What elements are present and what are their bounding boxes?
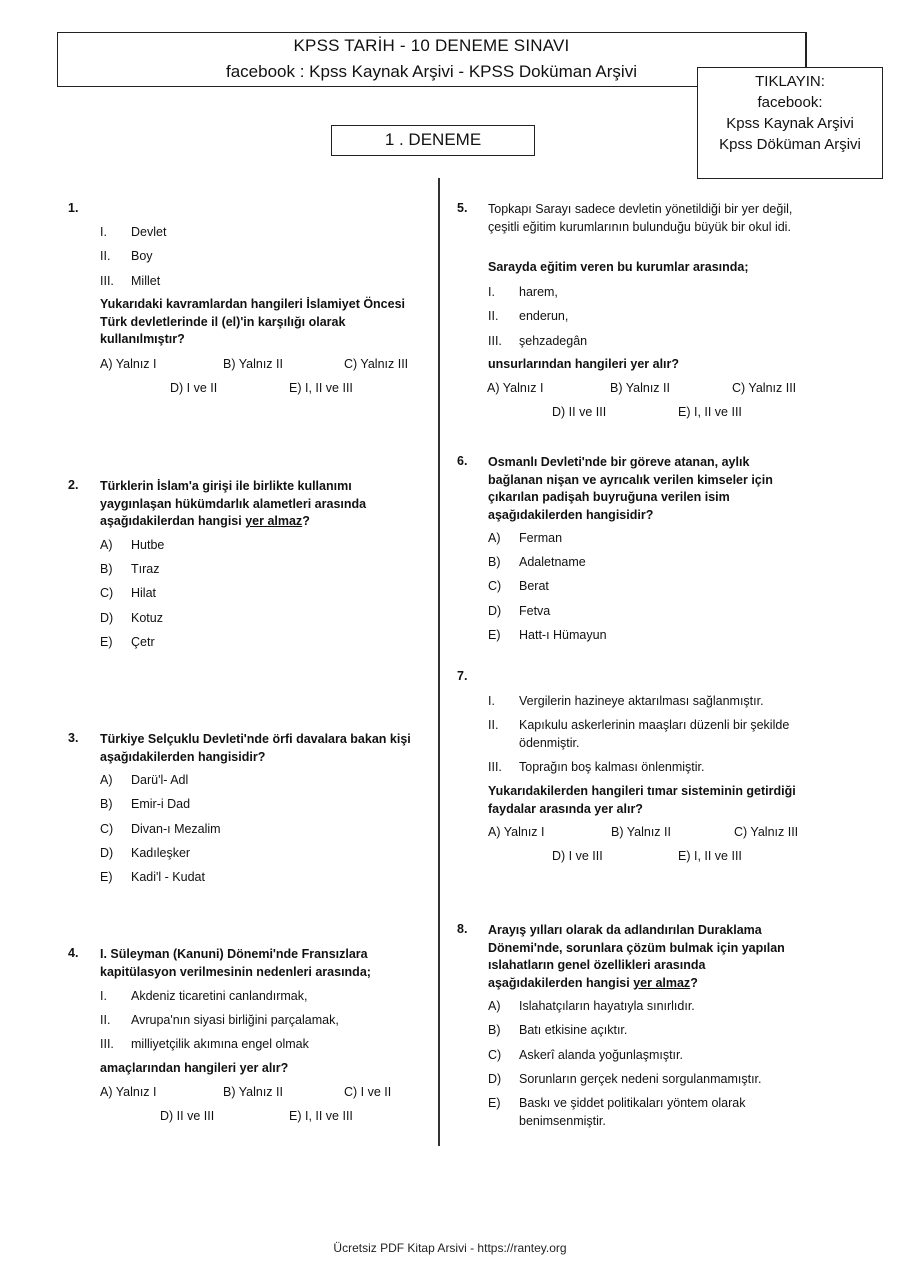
question-stem: Sarayda eğitim veren bu kurumlar arasında; [488, 260, 749, 274]
question-intro: Topkapı Sarayı sadece devletin yönetildiği bir yer değil, çeşitli eğitim kurumlarının bulunduğu büyük bir okul idi. [488, 202, 793, 234]
click-callout[interactable] [697, 67, 883, 179]
section-title: 1 . DENEME [331, 125, 535, 156]
exam-subtitle: facebook : Kpss Kaynak Arşivi - KPSS Doküman Arşivi [225, 62, 637, 81]
click-line-2: facebook: [757, 94, 823, 111]
answer-e[interactable]: E) I, II ve III [289, 1109, 353, 1123]
statement-item: II. Boy [100, 249, 153, 263]
click-line-1: TIKLAYIN: [755, 73, 825, 90]
statement-item: I. Akdeniz ticaretini canlandırmak, [100, 989, 308, 1003]
option-e[interactable]: E) Hatt-ı Hümayun [488, 628, 607, 642]
answer-e[interactable]: E) I, II ve III [289, 381, 353, 395]
answer-d[interactable]: D) II ve III [160, 1109, 215, 1123]
question-stem: Türklerin İslam'a girişi ile birlikte kullanımı yaygınlaşan hükümdarlık alametleri arasında aşağıdakilerdan hangisi yer almaz? [100, 479, 367, 528]
option-b[interactable]: B) Adaletname [488, 555, 586, 569]
answer-a[interactable]: A) Yalnız I [100, 1085, 157, 1099]
option-b[interactable]: B) Emir-i Dad [100, 797, 191, 811]
answer-c[interactable]: C) Yalnız III [344, 357, 409, 371]
question-number: 1. [68, 201, 79, 215]
option-c[interactable]: C) Hilat [100, 586, 157, 600]
option-a[interactable]: A) Hutbe [100, 538, 165, 552]
question-stem-2: unsurlarından hangileri yer alır? [488, 357, 680, 371]
answer-d[interactable]: D) I ve II [170, 381, 218, 395]
question-number: 6. [457, 454, 468, 468]
option-a[interactable]: A) Islahatçıların hayatıyla sınırlıdır. [488, 999, 695, 1013]
question-1 [68, 201, 78, 215]
page-footer[interactable]: Ücretsiz PDF Kitap Arsivi - https://rantey.org [333, 1241, 567, 1255]
option-c[interactable]: C) Askerî alanda yoğunlaşmıştır. [488, 1048, 683, 1062]
option-d[interactable]: D) Kotuz [100, 611, 163, 625]
question-number: 7. [457, 669, 468, 683]
option-e[interactable]: E) Kadi'l - Kudat [100, 870, 205, 884]
question-number: 8. [457, 922, 468, 936]
answer-a[interactable]: A) Yalnız I [487, 381, 544, 395]
option-b[interactable]: B) Tıraz [100, 562, 160, 576]
question-number: 2. [68, 478, 79, 492]
answer-b[interactable]: B) Yalnız II [223, 1085, 283, 1099]
option-c[interactable]: C) Berat [488, 579, 549, 593]
statement-item: II. Kapıkulu askerlerinin maaşları düzenli bir şekilde ödenmiştir. [488, 718, 790, 750]
statement-item: I. harem, [488, 285, 558, 299]
option-a[interactable]: A) Darü'l- Adl [100, 773, 189, 787]
question-stem: Osmanlı Devleti'nde bir göreve atanan, aylık bağlanan nişan ve ayrıcalık verilen kimseler için çıkarılan padişah buyruğuna verilen isim aşağıdakilerden hangisidir? [488, 455, 773, 522]
option-a[interactable]: A) Ferman [488, 531, 563, 545]
answer-d[interactable]: D) II ve III [552, 405, 607, 419]
answer-c[interactable]: C) Yalnız III [734, 825, 799, 839]
click-line-3: Kpss Kaynak Arşivi [726, 115, 854, 132]
question-number: 5. [457, 201, 468, 215]
answer-e[interactable]: E) I, II ve III [678, 405, 742, 419]
option-d[interactable]: D) Kadıleşker [100, 846, 191, 860]
exam-title: KPSS TARİH - 10 DENEME SINAVI [293, 36, 570, 55]
answer-c[interactable]: C) Yalnız III [732, 381, 797, 395]
question-stem-2: amaçlarından hangileri yer alır? [100, 1061, 289, 1075]
answer-e[interactable]: E) I, II ve III [678, 849, 742, 863]
question-number: 4. [68, 946, 79, 960]
statement-item: III. Millet [100, 274, 161, 288]
option-d[interactable]: D) Sorunların gerçek nedeni sorgulanmamıştır. [488, 1072, 762, 1086]
question-stem: Arayış yılları olarak da adlandırılan Duraklama Dönemi'nde, sorunlara çözüm bulmak için yapılan ıslahatların genel özellikleri arasında aşağıdakilerden hangisi yer almaz? [488, 923, 785, 990]
question-stem: Yukarıdakilerden hangileri tımar sisteminin getirdiği faydalar arasında yer alır? [488, 784, 796, 816]
column-divider [438, 178, 440, 1146]
option-e[interactable]: E) Çetr [100, 635, 155, 649]
answer-a[interactable]: A) Yalnız I [100, 357, 157, 371]
option-e[interactable]: E) Baskı ve şiddet politikaları yöntem olarak benimsenmiştir. [488, 1096, 746, 1128]
answer-b[interactable]: B) Yalnız II [223, 357, 283, 371]
question-stem: I. Süleyman (Kanuni) Dönemi'nde Fransızlara kapitülasyon verilmesinin nedenleri arasında; [100, 947, 371, 979]
statement-item: II. enderun, [488, 309, 569, 323]
answer-d[interactable]: D) I ve III [552, 849, 603, 863]
option-c[interactable]: C) Divan-ı Mezalim [100, 822, 221, 836]
statement-item: I. Devlet [100, 225, 167, 239]
answer-c[interactable]: C) I ve II [344, 1085, 392, 1099]
statement-item: III. şehzadegân [488, 334, 588, 348]
question-stem: Türkiye Selçuklu Devleti'nde örfi davalara bakan kişi aşağıdakilerden hangisidir? [100, 732, 411, 764]
answer-b[interactable]: B) Yalnız II [611, 825, 671, 839]
statement-item: II. Avrupa'nın siyasi birliğini parçalamak, [100, 1013, 339, 1027]
statement-item: III. Toprağın boş kalması önlenmiştir. [488, 760, 705, 774]
option-b[interactable]: B) Batı etkisine açıktır. [488, 1023, 628, 1037]
answer-a[interactable]: A) Yalnız I [488, 825, 545, 839]
statement-item: III. milliyetçilik akımına engel olmak [100, 1037, 309, 1051]
option-d[interactable]: D) Fetva [488, 604, 551, 618]
question-number: 3. [68, 731, 79, 745]
click-line-4: Kpss Döküman Arşivi [719, 136, 861, 153]
answer-b[interactable]: B) Yalnız II [610, 381, 670, 395]
question-stem: Yukarıdaki kavramlardan hangileri İslamiyet Öncesi Türk devletlerinde il (el)'in karşılığı olarak kullanılmıştır? [100, 297, 406, 346]
statement-item: I. Vergilerin hazineye aktarılması sağlanmıştır. [488, 694, 764, 708]
